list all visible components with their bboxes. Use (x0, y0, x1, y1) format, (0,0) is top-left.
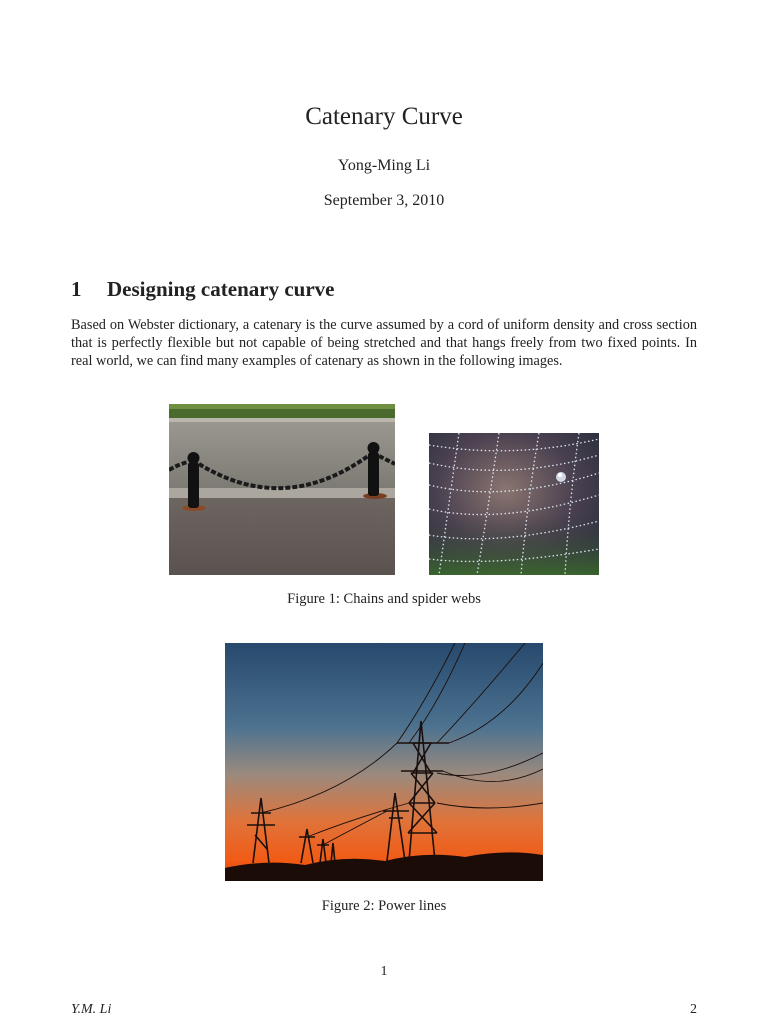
author-name: Yong-Ming Li (337, 157, 431, 174)
figure-1-caption: Figure 1: Chains and spider webs (287, 591, 481, 607)
section-heading (71, 277, 334, 302)
section-title: Designing catenary curve (107, 277, 335, 301)
spider-web-photo (429, 433, 599, 575)
body-paragraph: Based on Webster dictionary, a catenary is the curve assumed by a cord of uniform density and cross section that is perfectly flexible but not capable of being stretched and that hangs freely from two fixed points. In real world, we can find many examples of catenary as shown in the following images. (71, 317, 697, 370)
paper-title: Catenary Curve (305, 103, 463, 130)
page-number: 1 (380, 964, 388, 979)
footer-author: Y.M. Li (71, 1002, 112, 1017)
chain-photo (169, 404, 395, 575)
section-number: 1 (71, 277, 82, 301)
power-lines-photo (225, 643, 543, 881)
footer-page-number: 2 (690, 1002, 697, 1017)
figure-2-caption: Figure 2: Power lines (321, 898, 447, 914)
paper-date: September 3, 2010 (323, 192, 445, 209)
